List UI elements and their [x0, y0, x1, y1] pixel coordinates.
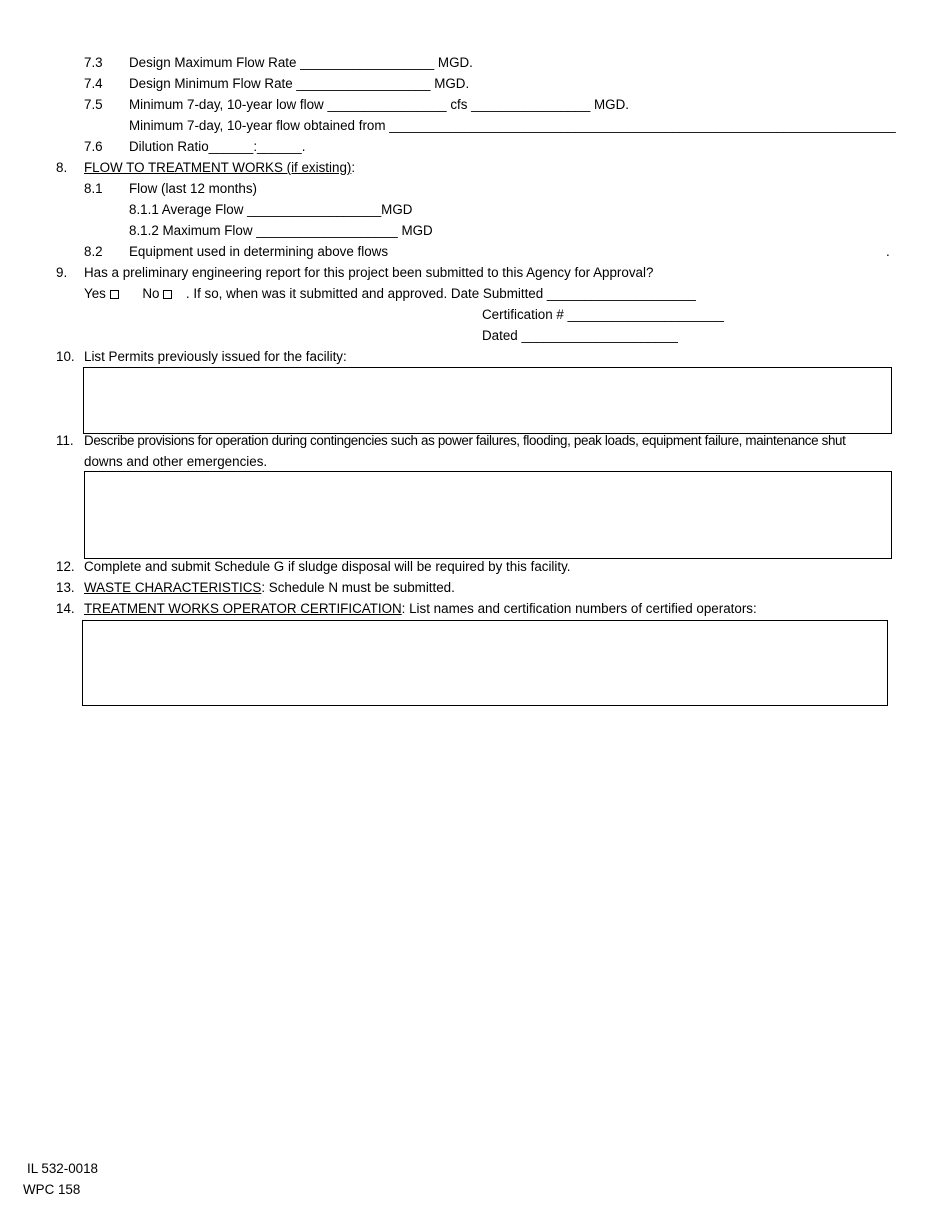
- item-7-4-number: 7.4: [84, 76, 103, 91]
- dilution-ratio-field[interactable]: Dilution Ratio______:______.: [129, 139, 306, 154]
- operator-heading: TREATMENT WORKS OPERATOR CERTIFICATION: [84, 601, 402, 616]
- item-7-6-number: 7.6: [84, 139, 103, 154]
- permits-box[interactable]: [83, 367, 892, 434]
- item-13-number: 13.: [56, 580, 75, 595]
- item-10-number: 10.: [56, 349, 75, 364]
- item-8-1-number: 8.1: [84, 181, 103, 196]
- no-label: No: [142, 286, 160, 301]
- item-8-2-number: 8.2: [84, 244, 103, 259]
- item-7-5-number: 7.5: [84, 97, 103, 112]
- item-14-number: 14.: [56, 601, 75, 616]
- design-max-flow-field[interactable]: Design Maximum Flow Rate __________________ MGD.: [129, 55, 473, 70]
- item-9-number: 9.: [56, 265, 68, 280]
- equipment-line-end: .: [886, 244, 890, 259]
- yes-checkbox[interactable]: [110, 290, 119, 299]
- waste-text: : Schedule N must be submitted.: [261, 580, 455, 595]
- waste-heading: WASTE CHARACTERISTICS: [84, 580, 262, 595]
- item-11-number: 11.: [56, 433, 74, 448]
- item-12-label: Complete and submit Schedule G if sludge disposal will be required by this facility.: [84, 559, 571, 574]
- yes-label: Yes: [84, 286, 106, 301]
- flow-heading-colon: :: [351, 160, 356, 175]
- item-8-number: 8.: [56, 160, 68, 175]
- operators-box[interactable]: [82, 620, 888, 706]
- date-submitted-field[interactable]: . If so, when was it submitted and approved. Date Submitted ____________________: [185, 286, 696, 301]
- no-checkbox[interactable]: [163, 290, 172, 299]
- item-14-label: [84, 601, 757, 617]
- equipment-field[interactable]: Equipment used in determining above flows: [129, 244, 389, 259]
- item-7-3-number: 7.3: [84, 55, 103, 70]
- item-9-answers: [84, 286, 696, 302]
- dated-field[interactable]: Dated _____________________: [482, 328, 678, 343]
- certification-number-field[interactable]: Certification # _____________________: [482, 307, 724, 322]
- low-flow-source-field[interactable]: Minimum 7-day, 10-year flow obtained from ____________________________________________________________________: [129, 118, 896, 133]
- item-9-question: Has a preliminary engineering report for this project been submitted to this Agency for Approval?: [84, 265, 654, 280]
- item-11-label-cont: downs and other emergencies.: [84, 454, 268, 469]
- flow-heading: FLOW TO TREATMENT WORKS (if existing): [84, 160, 352, 175]
- item-13-label: [84, 580, 455, 596]
- low-flow-field[interactable]: Minimum 7-day, 10-year low flow ________________ cfs ________________ MGD.: [129, 97, 629, 112]
- item-11-label: Describe provisions for operation during contingencies such as power failures, flooding, peak loads, equipment failure, maintenance shut: [84, 433, 846, 448]
- item-8-heading: [84, 160, 355, 176]
- form-code: WPC 158: [23, 1182, 81, 1197]
- form-id: IL 532-0018: [27, 1161, 98, 1176]
- item-8-1-label: Flow (last 12 months): [129, 181, 257, 196]
- design-min-flow-field[interactable]: Design Minimum Flow Rate __________________ MGD.: [129, 76, 470, 91]
- item-12-number: 12.: [56, 559, 75, 574]
- operator-text: : List names and certification numbers of certified operators:: [401, 601, 757, 616]
- maximum-flow-field[interactable]: 8.1.2 Maximum Flow ___________________ MGD: [129, 223, 433, 238]
- average-flow-field[interactable]: 8.1.1 Average Flow __________________MGD: [129, 202, 413, 217]
- item-10-label: List Permits previously issued for the facility:: [84, 349, 347, 364]
- contingencies-box[interactable]: [84, 471, 892, 559]
